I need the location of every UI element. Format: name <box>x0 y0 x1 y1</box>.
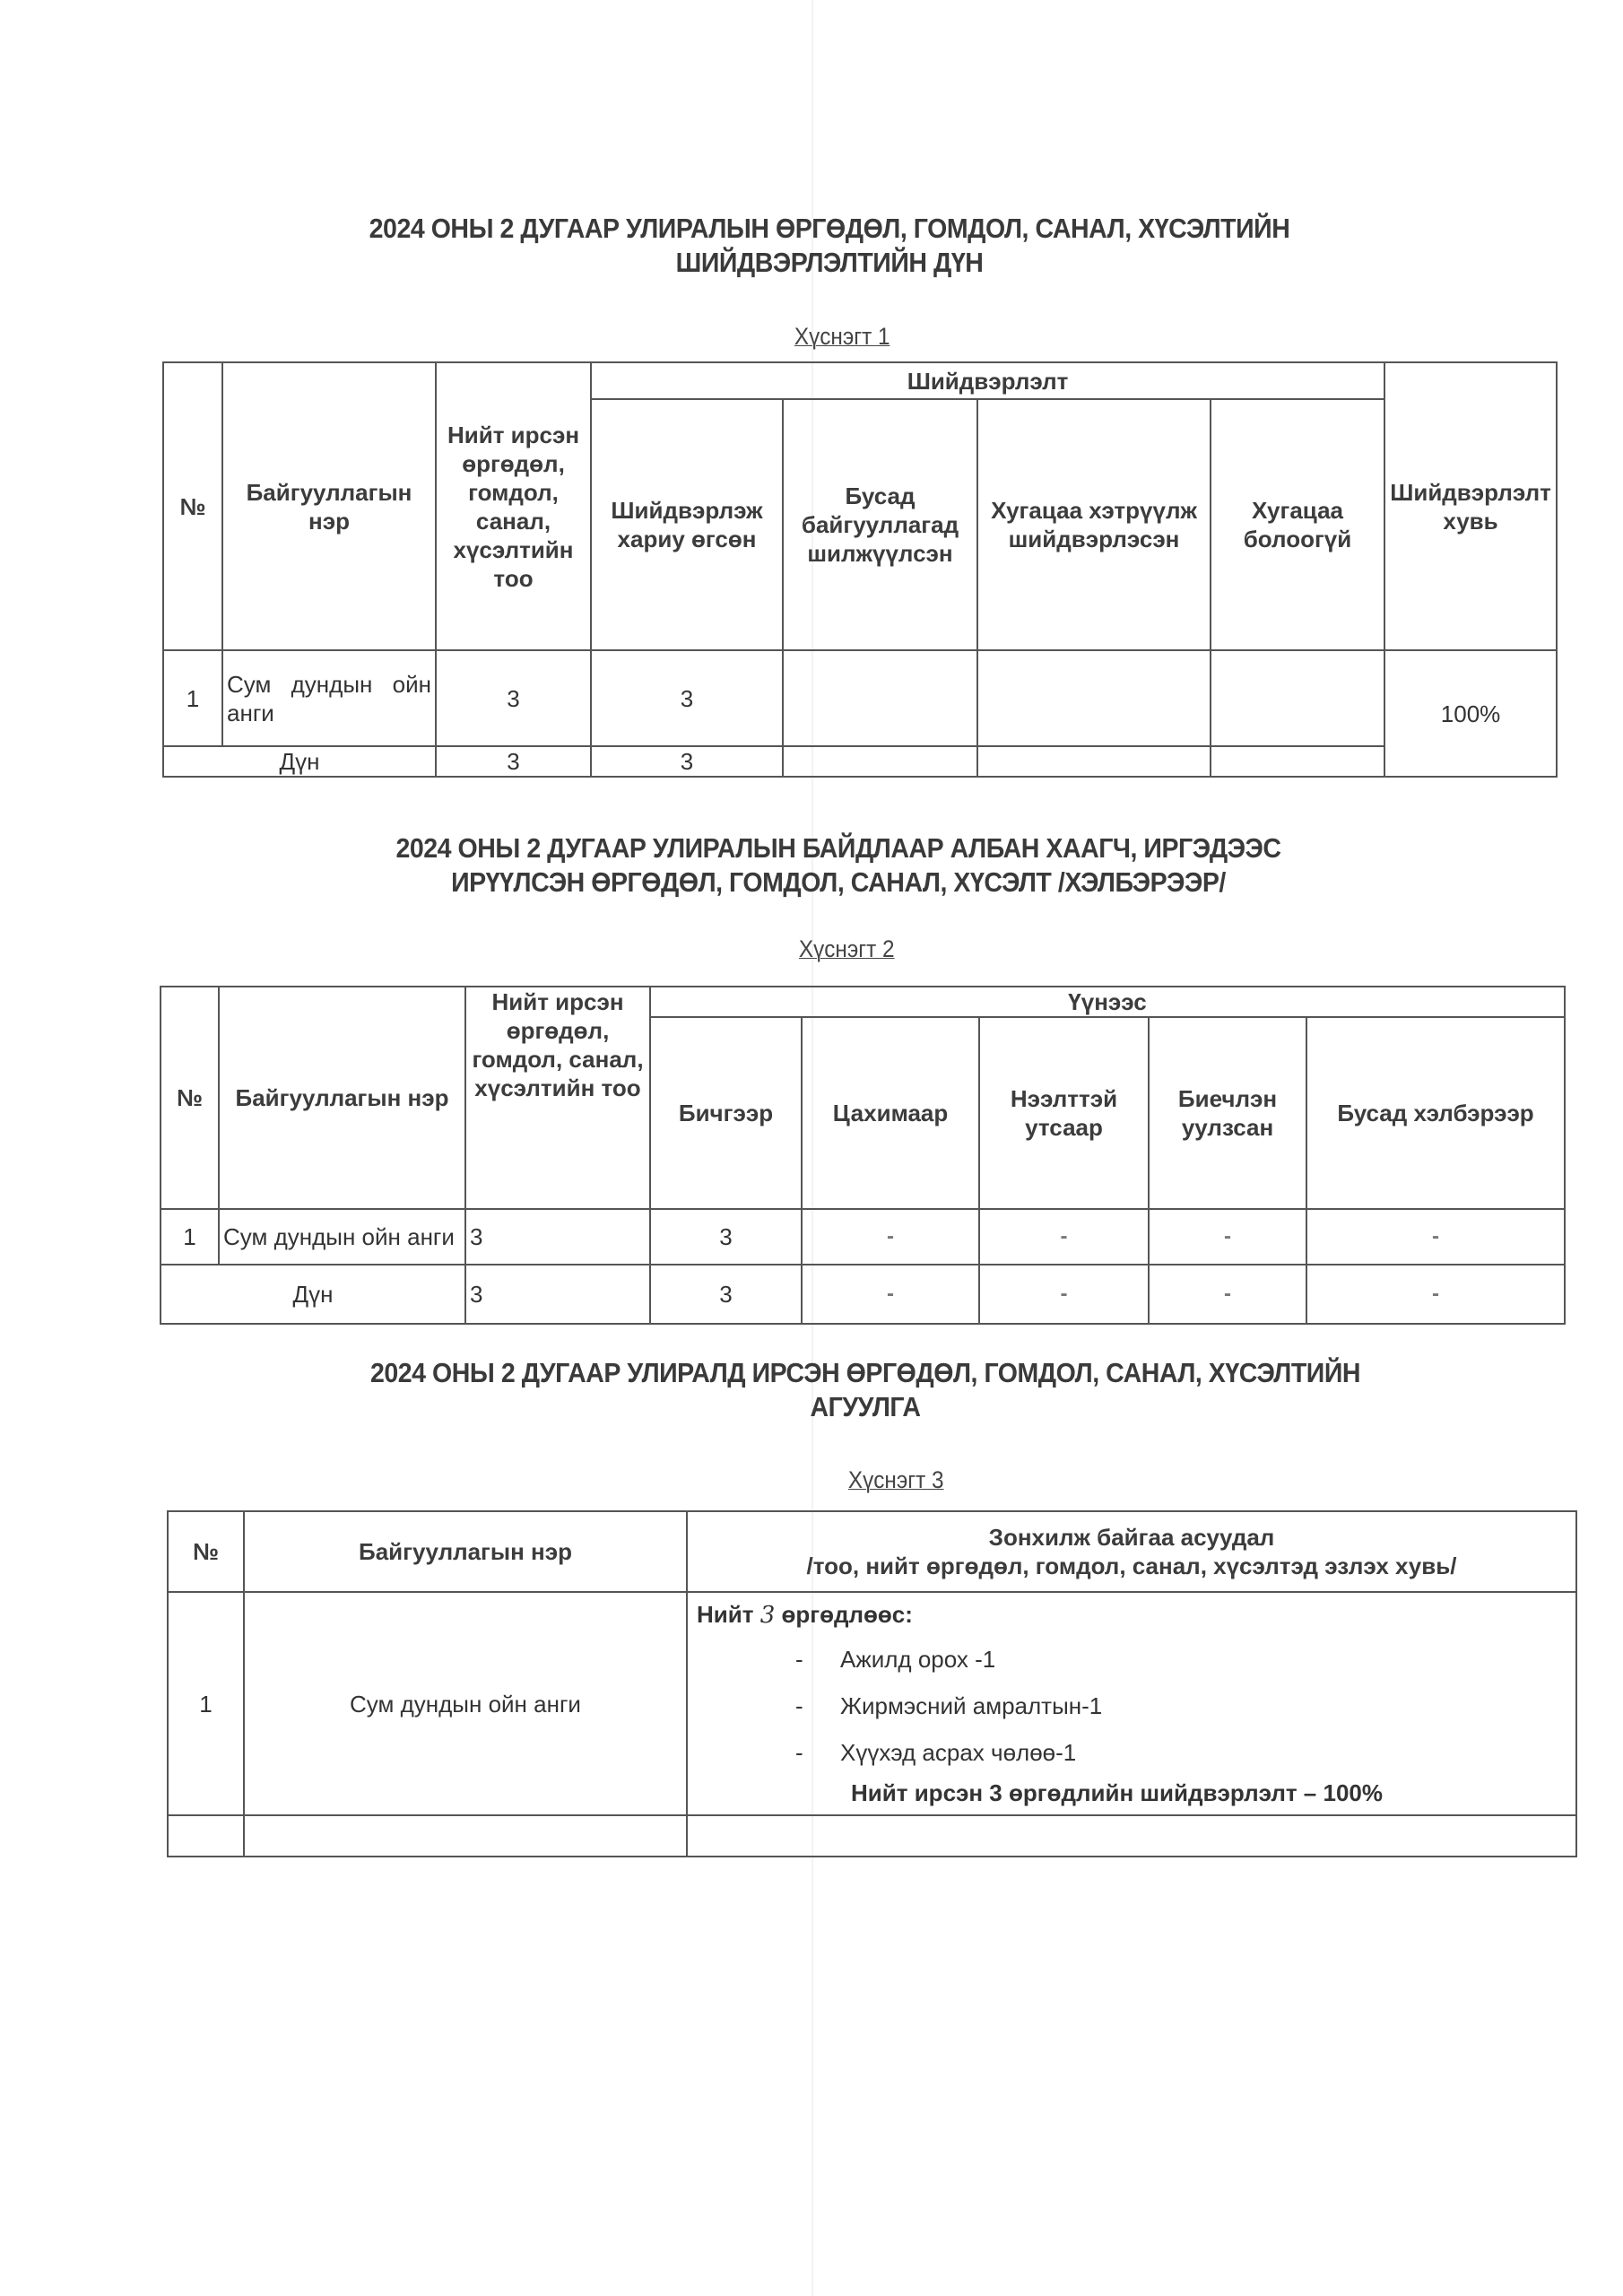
t1-total-label: Дүн <box>163 746 436 777</box>
section2-title-line1: 2024 ОНЫ 2 ДУГААР УЛИРАЛЫН БАЙДЛААР АЛБАН ХААГЧ, ИРГЭДЭЭС <box>395 832 1281 864</box>
table3-caption <box>848 1466 944 1494</box>
t2-cell-total: 3 <box>465 1209 650 1265</box>
table1 <box>162 361 1558 778</box>
bullet-dash-icon: - <box>795 1692 803 1719</box>
section2-title-line2: ИРҮҮЛСЭН ӨРГӨДӨЛ, ГОМДОЛ, САНАЛ, ХҮСЭЛТ /ХЭЛБЭРЭЭР/ <box>451 866 1226 898</box>
t3-empty-cell <box>244 1815 687 1857</box>
t3-intro-handwritten-number: 3 <box>759 1602 776 1629</box>
section1-title <box>281 212 1378 280</box>
table3-caption-text: Хүснэгт 3 <box>847 1466 944 1493</box>
t1-total-extended <box>977 746 1211 777</box>
t1-header-not-due: Хугацаа болоогүй <box>1211 399 1384 650</box>
t2-total-other: - <box>1306 1265 1565 1324</box>
t3-header-issue-line2: /тоо, нийт өргөдөл, гомдол, санал, хүсэлтэд эзлэх хувь/ <box>806 1552 1457 1579</box>
table-row <box>163 650 1557 746</box>
t2-cell-other: - <box>1306 1209 1565 1265</box>
t2-cell-no: 1 <box>161 1209 219 1265</box>
list-item <box>795 1735 1567 1770</box>
section3-title-line2: АГУУЛГА <box>810 1391 921 1422</box>
t2-cell-hotline: - <box>979 1209 1149 1265</box>
section1-title-line2: ШИЙДВЭРЛЭЛТИЙН ДҮН <box>675 247 984 278</box>
t1-cell-extended <box>977 650 1211 746</box>
t1-total-not-due <box>1211 746 1384 777</box>
t3-issues-summary: Нийт ирсэн 3 өргөдлийн шийдвэрлэлт – 100% <box>851 1779 1383 1806</box>
t2-cell-in-person: - <box>1149 1209 1306 1265</box>
table-total-row <box>161 1265 1565 1324</box>
t2-header-org-name: Байгууллагын нэр <box>219 987 465 1209</box>
t1-header-group: Шийдвэрлэлт <box>591 362 1384 399</box>
t2-header-hotline: Нээлттэй утсаар <box>979 1017 1149 1209</box>
t3-intro-suffix: өргөдлөөс: <box>781 1601 913 1628</box>
t3-intro-prefix: Нийт <box>697 1601 754 1628</box>
list-item <box>795 1689 1567 1723</box>
t2-header-group: Үүнээс <box>650 987 1565 1017</box>
t2-header-electronic: Цахимаар <box>802 1017 979 1209</box>
t2-total-electronic: - <box>802 1265 979 1324</box>
t3-cell-org-name: Сум дундын ойн анги <box>244 1592 687 1815</box>
t3-issues-intro <box>697 1600 1567 1630</box>
t2-header-total: Нийт ирсэн өргөдөл, гомдол, санал, хүсэлтийн тоо <box>465 987 650 1209</box>
t2-cell-electronic: - <box>802 1209 979 1265</box>
table2 <box>160 986 1566 1325</box>
table2-caption-text: Хүснэгт 2 <box>798 935 895 962</box>
section3-title <box>283 1356 1446 1424</box>
t1-cell-transferred <box>783 650 977 746</box>
t1-header-org-name: Байгууллагын нэр <box>222 362 436 650</box>
t2-cell-org-name: Сум дундын ойн анги <box>219 1209 465 1265</box>
table-row <box>161 1209 1565 1265</box>
t2-total-hotline: - <box>979 1265 1149 1324</box>
t1-cell-percent: 100% <box>1384 650 1557 777</box>
t3-issue-item: Хүүхэд асрах чөлөө-1 <box>840 1739 1077 1766</box>
table1-caption <box>794 323 890 351</box>
t1-total-transferred <box>783 746 977 777</box>
list-item <box>795 1642 1567 1676</box>
t1-cell-total: 3 <box>436 650 591 746</box>
t1-header-total: Нийт ирсэн өргөдөл, гомдол, санал, хүсэлтийн тоо <box>436 362 591 650</box>
t3-header-org-name: Байгууллагын нэр <box>244 1511 687 1592</box>
section2-title <box>315 831 1362 900</box>
t1-cell-no: 1 <box>163 650 222 746</box>
t3-cell-issues <box>687 1592 1576 1815</box>
section1-title-line1: 2024 ОНЫ 2 ДУГААР УЛИРАЛЫН ӨРГӨДӨЛ, ГОМДОЛ, САНАЛ, ХҮСЭЛТИЙН <box>369 213 1290 244</box>
t3-header-no: № <box>168 1511 244 1592</box>
table-total-row <box>163 746 1557 777</box>
t3-empty-cell <box>168 1815 244 1857</box>
t2-header-in-person: Биечлэн уулзсан <box>1149 1017 1306 1209</box>
t1-total-resolved: 3 <box>591 746 783 777</box>
table3 <box>167 1510 1577 1857</box>
t2-header-other: Бусад хэлбэрээр <box>1306 1017 1565 1209</box>
table2-caption <box>799 935 895 963</box>
t2-header-no: № <box>161 987 219 1209</box>
t2-header-written: Бичгээр <box>650 1017 802 1209</box>
t2-cell-written: 3 <box>650 1209 802 1265</box>
t1-header-percent: Шийдвэрлэлт хувь <box>1384 362 1557 650</box>
t1-cell-not-due <box>1211 650 1384 746</box>
t3-issue-item: Ажилд орох -1 <box>840 1646 996 1673</box>
t2-total-written: 3 <box>650 1265 802 1324</box>
t1-header-transferred: Бусад байгууллагад шилжүүлсэн <box>783 399 977 650</box>
t1-cell-org-name: Сум дундын ойн анги <box>222 650 436 746</box>
t1-cell-resolved: 3 <box>591 650 783 746</box>
section3-title-line1: 2024 ОНЫ 2 ДУГААР УЛИРАЛД ИРСЭН ӨРГӨДӨЛ, ГОМДОЛ, САНАЛ, ХҮСЭЛТИЙН <box>369 1357 1361 1388</box>
table1-caption-text: Хүснэгт 1 <box>794 323 890 350</box>
t2-total-label: Дүн <box>161 1265 465 1324</box>
t2-total-total: 3 <box>465 1265 650 1324</box>
bullet-dash-icon: - <box>795 1739 803 1766</box>
t1-header-resolved: Шийдвэрлэж хариу өгсөн <box>591 399 783 650</box>
table-empty-row <box>168 1815 1576 1857</box>
t3-cell-no: 1 <box>168 1592 244 1815</box>
t1-total-total: 3 <box>436 746 591 777</box>
t1-header-extended: Хугацаа хэтрүүлж шийдвэрлэсэн <box>977 399 1211 650</box>
table-row <box>168 1592 1576 1815</box>
t2-total-in-person: - <box>1149 1265 1306 1324</box>
bullet-dash-icon: - <box>795 1646 803 1673</box>
t3-issue-item: Жирмэсний амралтын-1 <box>840 1692 1103 1719</box>
t1-header-no: № <box>163 362 222 650</box>
t3-empty-cell <box>687 1815 1576 1857</box>
t3-header-issue <box>687 1511 1576 1592</box>
t3-header-issue-line1: Зонхилж байгаа асуудал <box>988 1524 1275 1551</box>
